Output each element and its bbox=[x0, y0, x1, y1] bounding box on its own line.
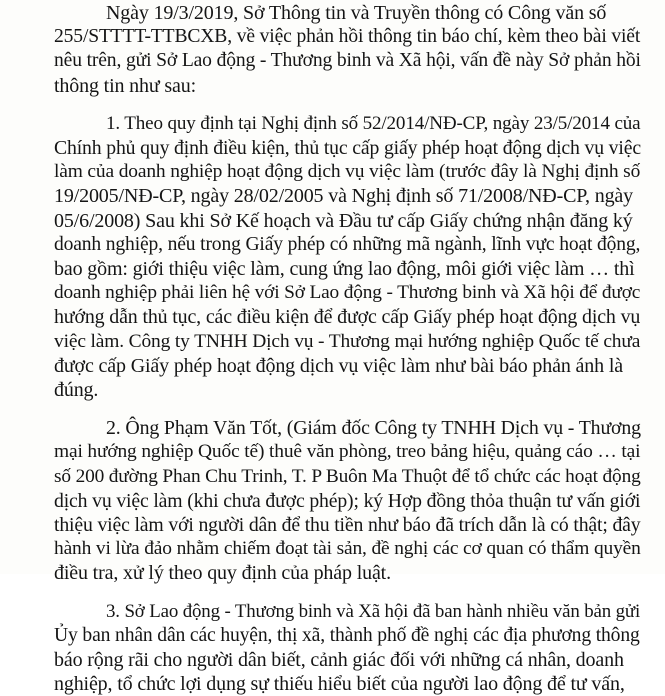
text-line: số 200 đường Phan Chu Trinh, T. P Buôn Ma Thuột để tổ chức các hoạt động bbox=[54, 465, 641, 487]
text-line: hành vi lừa đảo nhằm chiếm đoạt tài sản, đề nghị các cơ quan có thẩm quyền bbox=[54, 538, 641, 560]
text-line: báo rộng rãi cho người dân biết, cảnh giác đối với những cá nhân, doanh bbox=[54, 649, 624, 672]
text-line: Ủy ban nhân dân các huyện, thị xã, thành phố đề nghị các địa phương thông bbox=[54, 624, 640, 646]
text-line: dịch vụ việc làm (khi chưa được phép); ký Hợp đồng thỏa thuận tư vấn giới bbox=[54, 489, 641, 512]
paragraph-item-1 bbox=[54, 112, 641, 402]
text-line: nêu trên, gửi Sở Lao động - Thương binh và Xã hội, vấn đề này Sở phản hồi bbox=[54, 50, 641, 72]
text-line: đúng. bbox=[54, 379, 99, 402]
text-line: được cấp Giấy phép hoạt động dịch vụ việc làm như bài báo phản ánh là bbox=[54, 354, 623, 377]
text-line: làm của doanh nghiệp hoạt động dịch vụ việc làm (trước đây là Nghị định số bbox=[54, 161, 641, 183]
paragraph-intro bbox=[54, 1, 641, 98]
text-line: 255/STTTT-TTBCXB, về việc phản hồi thông tin báo chí, kèm theo bài viết bbox=[54, 26, 641, 48]
text-line: mại hướng nghiệp Quốc tế) thuê văn phòng, treo bảng hiệu, quảng cáo … tại bbox=[54, 441, 641, 463]
paragraph-item-3 bbox=[54, 600, 641, 696]
text-line: thiệu việc làm với người dân để thu tiền như báo đã trích dẫn là có thật; đây bbox=[54, 514, 641, 537]
text-line: doanh nghiệp, nếu trong Giấy phép có những mã ngành, lĩnh vực hoạt động, bbox=[54, 233, 641, 255]
text-line: 1. Theo quy định tại Nghị định số 52/2014/NĐ-CP, ngày 23/5/2014 của bbox=[106, 112, 641, 134]
text-line: doanh nghiệp phải liên hệ với Sở Lao động - Thương binh và Xã hội để được bbox=[54, 282, 641, 304]
text-line: việc làm. Công ty TNHH Dịch vụ - Thương mại hướng nghiệp Quốc tế chưa bbox=[54, 330, 641, 352]
text-line: 19/2005/NĐ-CP, ngày 28/02/2005 và Nghị định số 71/2008/NĐ-CP, ngày bbox=[54, 185, 633, 208]
text-line: 05/6/2008) Sau khi Sở Kế hoạch và Đầu tư cấp Giấy chứng nhận đăng ký bbox=[54, 209, 633, 232]
text-line: hướng dẫn thủ tục, các điều kiện để được cấp Giấy phép hoạt động dịch vụ bbox=[54, 306, 641, 329]
paragraph-item-2 bbox=[54, 416, 641, 585]
text-line: bao gồm: giới thiệu việc làm, cung ứng lao động, môi giới việc làm … thì bbox=[54, 258, 635, 281]
text-line: 2. Ông Phạm Văn Tốt, (Giám đốc Công ty TNHH Dịch vụ - Thương bbox=[106, 417, 641, 440]
text-line: Chính phủ quy định điều kiện, thủ tục cấp giấy phép hoạt động dịch vụ việc bbox=[54, 137, 641, 160]
text-line: điều tra, xử lý theo quy định của pháp luật. bbox=[54, 562, 391, 585]
text-line: 3. Sở Lao động - Thương binh và Xã hội đã ban hành nhiều văn bản gửi bbox=[106, 600, 641, 622]
text-line: Ngày 19/3/2019, Sở Thông tin và Truyền thông có Công văn số bbox=[106, 2, 607, 24]
text-line: thông tin như sau: bbox=[54, 74, 197, 97]
text-line: nghiệp, tổ chức lợi dụng sự thiếu hiểu biết của người lao động để tư vấn, bbox=[54, 673, 625, 696]
